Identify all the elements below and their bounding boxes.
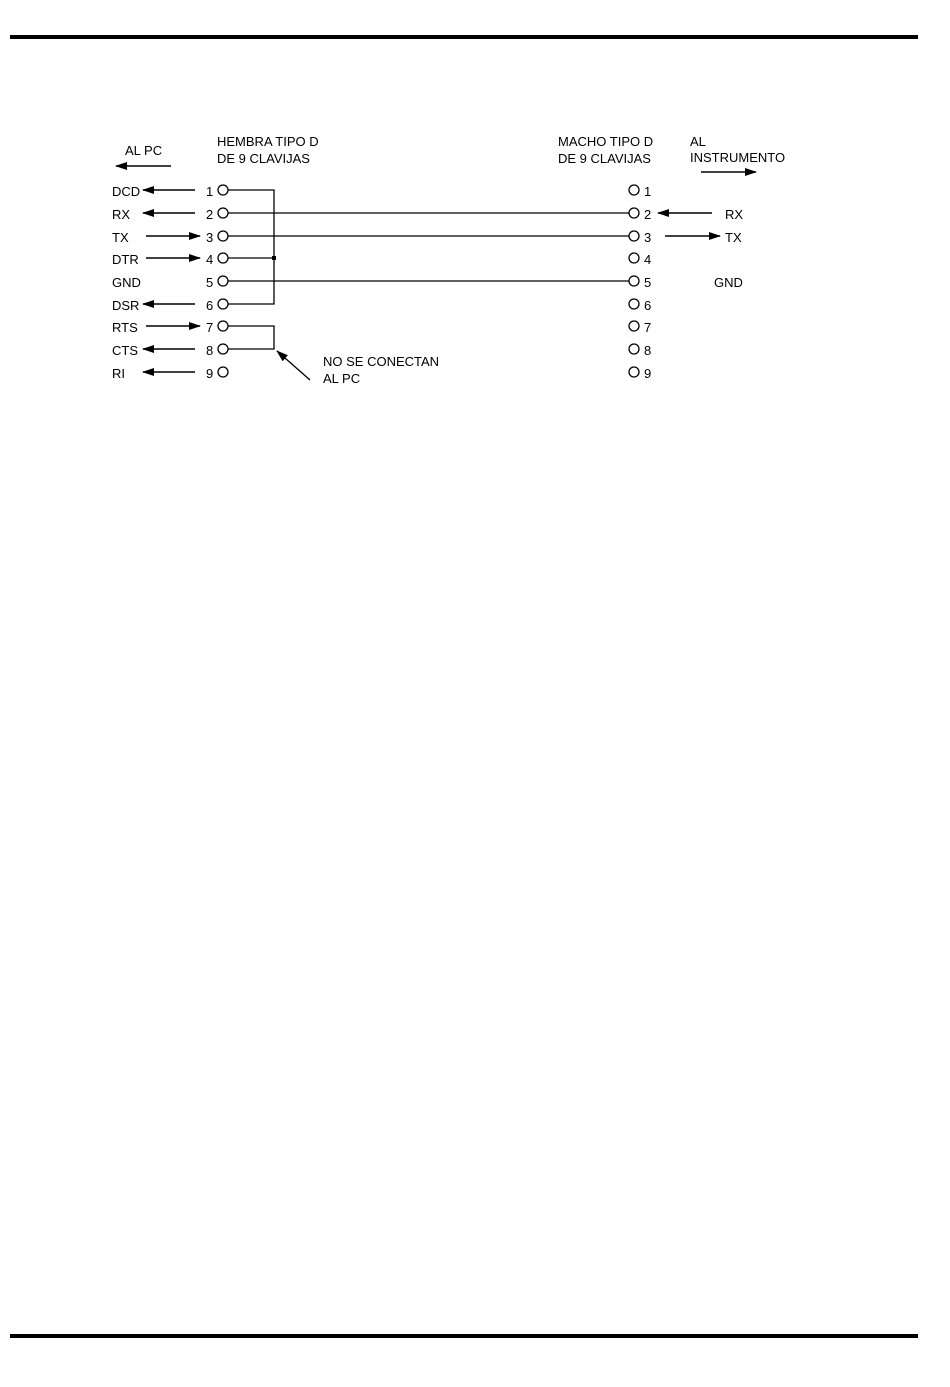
left-pin-6-icon [218, 299, 228, 309]
right-pin-5-icon [629, 276, 639, 286]
left-signal-rts: RTS [112, 320, 138, 335]
junction-dot-icon [272, 256, 276, 260]
right-pin-2-icon [629, 208, 639, 218]
left-pin-number-1: 1 [206, 184, 214, 199]
right-pin-number-8: 8 [644, 343, 652, 358]
right-pin-number-1: 1 [644, 184, 652, 199]
right-signal-tx: TX [725, 230, 742, 245]
right-pin-3-icon [629, 231, 639, 241]
right-pin-1-icon [629, 185, 639, 195]
right-pin-9-icon [629, 367, 639, 377]
left-pin-number-5: 5 [206, 275, 214, 290]
right-pin-8-icon [629, 344, 639, 354]
left-pin-number-8: 8 [206, 343, 214, 358]
note-line1: NO SE CONECTAN [323, 354, 440, 369]
left-pin-number-6: 6 [206, 298, 214, 313]
left-pin-number-3: 3 [206, 230, 214, 245]
left-pin-1-icon [218, 185, 228, 195]
right-pin-number-4: 4 [644, 252, 652, 267]
to-instrument-label-line1: AL [690, 134, 706, 149]
left-pin-number-7: 7 [206, 320, 214, 335]
left-signal-cts: CTS [112, 343, 138, 358]
right-pin-6-icon [629, 299, 639, 309]
left-connector-title-line1: HEMBRA TIPO D [217, 134, 319, 149]
right-pin-4-icon [629, 253, 639, 263]
left-signal-ri: RI [112, 366, 125, 381]
rts-cts-loopback-wire [228, 326, 274, 349]
right-pin-number-2: 2 [644, 207, 652, 222]
right-pin-number-7: 7 [644, 320, 652, 335]
right-pin-7-icon [629, 321, 639, 331]
note-pointer-arrow-icon [277, 351, 310, 380]
right-signal-rx: RX [725, 207, 744, 222]
left-signal-tx: TX [112, 230, 129, 245]
right-signal-gnd: GND [714, 275, 743, 290]
left-pin-5-icon [218, 276, 228, 286]
left-pin-number-4: 4 [206, 252, 214, 267]
right-connector-title-line2: DE 9 CLAVIJAS [558, 151, 651, 166]
left-signal-rx: RX [112, 207, 131, 222]
left-pin-number-9: 9 [206, 366, 214, 381]
left-pin-2-icon [218, 208, 228, 218]
right-connector-title-line1: MACHO TIPO D [558, 134, 654, 149]
left-signal-dtr: DTR [112, 252, 139, 267]
left-signal-dcd: DCD [112, 184, 141, 199]
left-pin-9-icon [218, 367, 228, 377]
left-pin-8-icon [218, 344, 228, 354]
dcd-dsr-dtr-loopback-wire [228, 190, 274, 304]
right-pin-number-5: 5 [644, 275, 652, 290]
to-instrument-label-line2: INSTRUMENTO [690, 150, 786, 165]
left-signal-dsr: DSR [112, 298, 140, 313]
left-pin-3-icon [218, 231, 228, 241]
left-pin-7-icon [218, 321, 228, 331]
right-pin-number-9: 9 [644, 366, 652, 381]
left-pin-number-2: 2 [206, 207, 214, 222]
left-signal-gnd: GND [112, 275, 141, 290]
right-pin-number-3: 3 [644, 230, 652, 245]
note-line2: AL PC [323, 371, 361, 386]
left-pin-4-icon [218, 253, 228, 263]
left-connector-title-line2: DE 9 CLAVIJAS [217, 151, 310, 166]
right-pin-number-6: 6 [644, 298, 652, 313]
to-pc-label: AL PC [125, 143, 163, 158]
